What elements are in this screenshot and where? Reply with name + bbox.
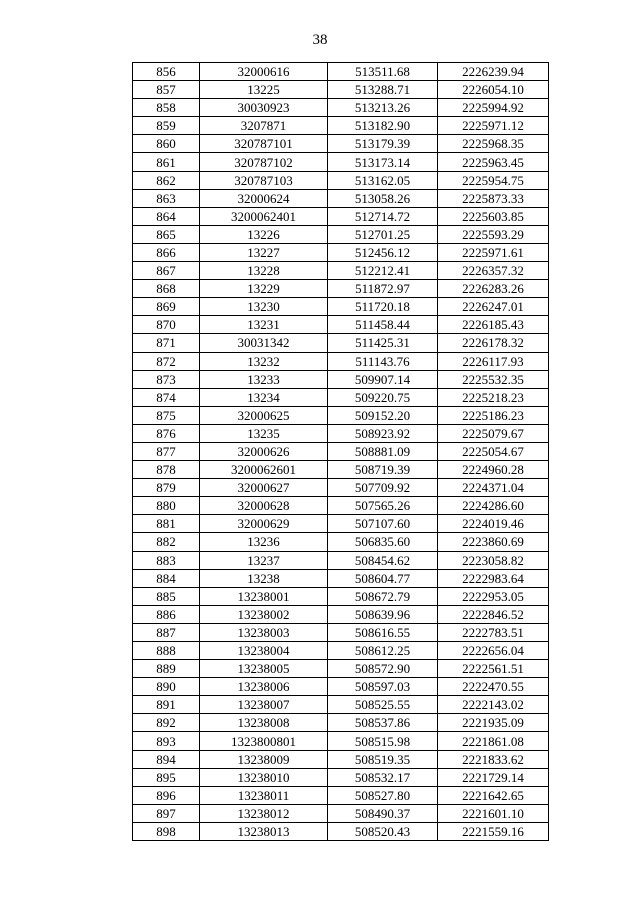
point-id-cell: 13238004 [200, 642, 328, 660]
point-number-cell: 891 [133, 696, 200, 714]
table-row [133, 63, 549, 81]
y-coordinate-cell: 2226054.10 [438, 81, 549, 99]
table-row [133, 587, 549, 605]
x-coordinate-cell: 511143.76 [328, 352, 438, 370]
point-id-cell: 32000627 [200, 479, 328, 497]
y-coordinate-cell: 2224960.28 [438, 461, 549, 479]
point-id-cell: 13233 [200, 370, 328, 388]
x-coordinate-cell: 513288.71 [328, 81, 438, 99]
y-coordinate-cell: 2224371.04 [438, 479, 549, 497]
table-row [133, 153, 549, 171]
point-id-cell: 13225 [200, 81, 328, 99]
table-row [133, 99, 549, 117]
x-coordinate-cell: 508612.25 [328, 642, 438, 660]
point-id-cell: 3200062401 [200, 207, 328, 225]
table-row [133, 262, 549, 280]
table-row [133, 786, 549, 804]
y-coordinate-cell: 2224019.46 [438, 515, 549, 533]
y-coordinate-cell: 2225593.29 [438, 225, 549, 243]
x-coordinate-cell: 508532.17 [328, 768, 438, 786]
point-id-cell: 1323800801 [200, 732, 328, 750]
point-number-cell: 883 [133, 551, 200, 569]
point-id-cell: 32000629 [200, 515, 328, 533]
table-row [133, 822, 549, 840]
y-coordinate-cell: 2225971.61 [438, 243, 549, 261]
x-coordinate-cell: 508616.55 [328, 623, 438, 641]
x-coordinate-cell: 508719.39 [328, 461, 438, 479]
table-row [133, 732, 549, 750]
y-coordinate-cell: 2225954.75 [438, 171, 549, 189]
x-coordinate-cell: 508454.62 [328, 551, 438, 569]
y-coordinate-cell: 2221729.14 [438, 768, 549, 786]
point-number-cell: 878 [133, 461, 200, 479]
x-coordinate-cell: 509152.20 [328, 406, 438, 424]
point-id-cell: 32000628 [200, 497, 328, 515]
table-row [133, 117, 549, 135]
y-coordinate-cell: 2225873.33 [438, 189, 549, 207]
y-coordinate-cell: 2221601.10 [438, 804, 549, 822]
point-number-cell: 865 [133, 225, 200, 243]
y-coordinate-cell: 2221833.62 [438, 750, 549, 768]
point-id-cell: 13238011 [200, 786, 328, 804]
y-coordinate-cell: 2226283.26 [438, 280, 549, 298]
point-id-cell: 32000624 [200, 189, 328, 207]
x-coordinate-cell: 508923.92 [328, 424, 438, 442]
table-row [133, 81, 549, 99]
x-coordinate-cell: 511872.97 [328, 280, 438, 298]
point-id-cell: 3207871 [200, 117, 328, 135]
y-coordinate-cell: 2225532.35 [438, 370, 549, 388]
y-coordinate-cell: 2222561.51 [438, 660, 549, 678]
page-number: 38 [312, 32, 328, 48]
x-coordinate-cell: 513182.90 [328, 117, 438, 135]
table-row [133, 298, 549, 316]
point-number-cell: 887 [133, 623, 200, 641]
point-id-cell: 13238007 [200, 696, 328, 714]
point-number-cell: 880 [133, 497, 200, 515]
y-coordinate-cell: 2222783.51 [438, 623, 549, 641]
point-id-cell: 13227 [200, 243, 328, 261]
x-coordinate-cell: 512212.41 [328, 262, 438, 280]
table-row [133, 189, 549, 207]
y-coordinate-cell: 2222470.55 [438, 678, 549, 696]
table-row [133, 623, 549, 641]
point-number-cell: 871 [133, 334, 200, 352]
table-row [133, 696, 549, 714]
point-number-cell: 877 [133, 442, 200, 460]
point-id-cell: 13238010 [200, 768, 328, 786]
y-coordinate-cell: 2222143.02 [438, 696, 549, 714]
point-number-cell: 862 [133, 171, 200, 189]
point-id-cell: 320787102 [200, 153, 328, 171]
point-number-cell: 861 [133, 153, 200, 171]
table-row [133, 605, 549, 623]
y-coordinate-cell: 2221559.16 [438, 822, 549, 840]
x-coordinate-cell: 513162.05 [328, 171, 438, 189]
point-number-cell: 876 [133, 424, 200, 442]
y-coordinate-cell: 2223058.82 [438, 551, 549, 569]
y-coordinate-cell: 2226239.94 [438, 63, 549, 81]
table-row [133, 678, 549, 696]
point-id-cell: 13230 [200, 298, 328, 316]
table-row [133, 316, 549, 334]
point-number-cell: 872 [133, 352, 200, 370]
point-number-cell: 881 [133, 515, 200, 533]
table-row [133, 461, 549, 479]
y-coordinate-cell: 2221861.08 [438, 732, 549, 750]
x-coordinate-cell: 508525.55 [328, 696, 438, 714]
point-id-cell: 13238005 [200, 660, 328, 678]
point-number-cell: 859 [133, 117, 200, 135]
point-number-cell: 894 [133, 750, 200, 768]
table-row [133, 768, 549, 786]
y-coordinate-cell: 2222846.52 [438, 605, 549, 623]
coordinates-table [132, 62, 549, 841]
x-coordinate-cell: 509220.75 [328, 388, 438, 406]
x-coordinate-cell: 508520.43 [328, 822, 438, 840]
table-row [133, 660, 549, 678]
point-number-cell: 860 [133, 135, 200, 153]
point-id-cell: 13238009 [200, 750, 328, 768]
point-id-cell: 320787101 [200, 135, 328, 153]
y-coordinate-cell: 2222656.04 [438, 642, 549, 660]
x-coordinate-cell: 513173.14 [328, 153, 438, 171]
table-row [133, 207, 549, 225]
table-row [133, 280, 549, 298]
table-row [133, 479, 549, 497]
y-coordinate-cell: 2225963.45 [438, 153, 549, 171]
point-id-cell: 30030923 [200, 99, 328, 117]
table-row [133, 171, 549, 189]
point-id-cell: 32000626 [200, 442, 328, 460]
point-number-cell: 864 [133, 207, 200, 225]
x-coordinate-cell: 509907.14 [328, 370, 438, 388]
point-id-cell: 13231 [200, 316, 328, 334]
x-coordinate-cell: 513511.68 [328, 63, 438, 81]
x-coordinate-cell: 508639.96 [328, 605, 438, 623]
table-row [133, 642, 549, 660]
x-coordinate-cell: 508537.86 [328, 714, 438, 732]
point-id-cell: 3200062601 [200, 461, 328, 479]
point-number-cell: 863 [133, 189, 200, 207]
x-coordinate-cell: 508519.35 [328, 750, 438, 768]
y-coordinate-cell: 2225968.35 [438, 135, 549, 153]
x-coordinate-cell: 513213.26 [328, 99, 438, 117]
point-number-cell: 866 [133, 243, 200, 261]
x-coordinate-cell: 508490.37 [328, 804, 438, 822]
table-row [133, 515, 549, 533]
point-id-cell: 13232 [200, 352, 328, 370]
y-coordinate-cell: 2226117.93 [438, 352, 549, 370]
table-row [133, 334, 549, 352]
point-number-cell: 868 [133, 280, 200, 298]
point-number-cell: 890 [133, 678, 200, 696]
point-number-cell: 898 [133, 822, 200, 840]
table-row [133, 442, 549, 460]
point-number-cell: 857 [133, 81, 200, 99]
x-coordinate-cell: 508515.98 [328, 732, 438, 750]
table-row [133, 497, 549, 515]
point-id-cell: 13228 [200, 262, 328, 280]
point-id-cell: 13238003 [200, 623, 328, 641]
x-coordinate-cell: 508597.03 [328, 678, 438, 696]
point-id-cell: 13238001 [200, 587, 328, 605]
point-id-cell: 13235 [200, 424, 328, 442]
point-number-cell: 879 [133, 479, 200, 497]
table-row [133, 569, 549, 587]
table-row [133, 714, 549, 732]
coordinates-table-body [133, 63, 549, 841]
point-number-cell: 856 [133, 63, 200, 81]
point-id-cell: 13238 [200, 569, 328, 587]
x-coordinate-cell: 508572.90 [328, 660, 438, 678]
table-row [133, 551, 549, 569]
x-coordinate-cell: 512701.25 [328, 225, 438, 243]
x-coordinate-cell: 512714.72 [328, 207, 438, 225]
y-coordinate-cell: 2225079.67 [438, 424, 549, 442]
point-number-cell: 892 [133, 714, 200, 732]
point-id-cell: 13234 [200, 388, 328, 406]
y-coordinate-cell: 2225971.12 [438, 117, 549, 135]
x-coordinate-cell: 513058.26 [328, 189, 438, 207]
point-id-cell: 13238012 [200, 804, 328, 822]
point-number-cell: 867 [133, 262, 200, 280]
table-row [133, 135, 549, 153]
y-coordinate-cell: 2225186.23 [438, 406, 549, 424]
table-row [133, 804, 549, 822]
point-number-cell: 896 [133, 786, 200, 804]
point-number-cell: 888 [133, 642, 200, 660]
y-coordinate-cell: 2226185.43 [438, 316, 549, 334]
point-number-cell: 886 [133, 605, 200, 623]
table-row [133, 225, 549, 243]
point-number-cell: 873 [133, 370, 200, 388]
y-coordinate-cell: 2224286.60 [438, 497, 549, 515]
table-row [133, 424, 549, 442]
x-coordinate-cell: 508604.77 [328, 569, 438, 587]
table-row [133, 388, 549, 406]
point-id-cell: 13238002 [200, 605, 328, 623]
y-coordinate-cell: 2221935.09 [438, 714, 549, 732]
point-id-cell: 13236 [200, 533, 328, 551]
point-number-cell: 893 [133, 732, 200, 750]
x-coordinate-cell: 513179.39 [328, 135, 438, 153]
y-coordinate-cell: 2226247.01 [438, 298, 549, 316]
point-id-cell: 320787103 [200, 171, 328, 189]
y-coordinate-cell: 2226357.32 [438, 262, 549, 280]
point-id-cell: 32000616 [200, 63, 328, 81]
point-id-cell: 13238006 [200, 678, 328, 696]
x-coordinate-cell: 511425.31 [328, 334, 438, 352]
y-coordinate-cell: 2226178.32 [438, 334, 549, 352]
x-coordinate-cell: 508881.09 [328, 442, 438, 460]
point-number-cell: 885 [133, 587, 200, 605]
y-coordinate-cell: 2221642.65 [438, 786, 549, 804]
point-id-cell: 13237 [200, 551, 328, 569]
y-coordinate-cell: 2222953.05 [438, 587, 549, 605]
point-number-cell: 858 [133, 99, 200, 117]
y-coordinate-cell: 2222983.64 [438, 569, 549, 587]
x-coordinate-cell: 507107.60 [328, 515, 438, 533]
point-number-cell: 889 [133, 660, 200, 678]
x-coordinate-cell: 508672.79 [328, 587, 438, 605]
point-number-cell: 897 [133, 804, 200, 822]
point-id-cell: 30031342 [200, 334, 328, 352]
x-coordinate-cell: 511720.18 [328, 298, 438, 316]
table-row [133, 406, 549, 424]
y-coordinate-cell: 2225603.85 [438, 207, 549, 225]
point-id-cell: 13226 [200, 225, 328, 243]
point-id-cell: 13238013 [200, 822, 328, 840]
point-number-cell: 875 [133, 406, 200, 424]
point-id-cell: 32000625 [200, 406, 328, 424]
table-row [133, 750, 549, 768]
table-row [133, 370, 549, 388]
point-id-cell: 13229 [200, 280, 328, 298]
x-coordinate-cell: 507709.92 [328, 479, 438, 497]
x-coordinate-cell: 512456.12 [328, 243, 438, 261]
y-coordinate-cell: 2225994.92 [438, 99, 549, 117]
x-coordinate-cell: 507565.26 [328, 497, 438, 515]
x-coordinate-cell: 511458.44 [328, 316, 438, 334]
point-id-cell: 13238008 [200, 714, 328, 732]
table-row [133, 352, 549, 370]
table-row [133, 243, 549, 261]
point-number-cell: 869 [133, 298, 200, 316]
table-row [133, 533, 549, 551]
y-coordinate-cell: 2223860.69 [438, 533, 549, 551]
point-number-cell: 874 [133, 388, 200, 406]
y-coordinate-cell: 2225054.67 [438, 442, 549, 460]
point-number-cell: 882 [133, 533, 200, 551]
x-coordinate-cell: 508527.80 [328, 786, 438, 804]
point-number-cell: 870 [133, 316, 200, 334]
x-coordinate-cell: 506835.60 [328, 533, 438, 551]
y-coordinate-cell: 2225218.23 [438, 388, 549, 406]
point-number-cell: 895 [133, 768, 200, 786]
point-number-cell: 884 [133, 569, 200, 587]
